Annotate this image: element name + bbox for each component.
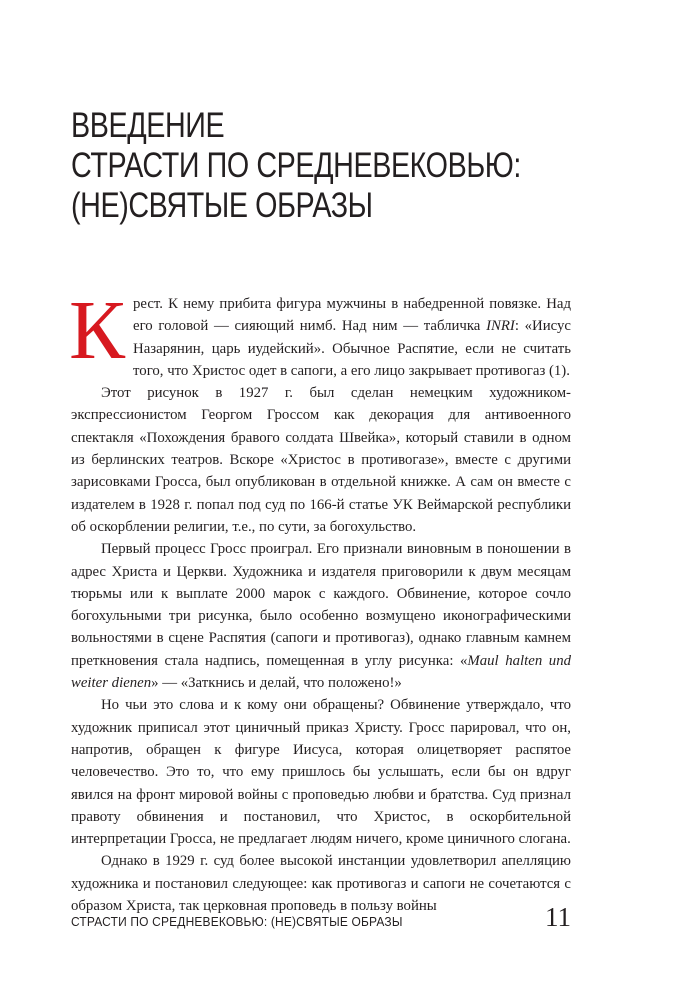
body-text [69,284,571,917]
drop-cap: К [69,284,126,377]
german-quote: Maul halten und weiter dienen [71,652,571,692]
chapter-title-line-1: ВВЕДЕНИЕ [71,106,225,145]
page-number: 11 [545,902,571,932]
inri-inscription: INRI [486,318,515,335]
chapter-title [71,106,530,226]
paragraph-1-text-b: : «Иисус Назарянин, царь иудейский». Обычное Распятие, если не считать того, что Христос одет в сапоги, а его лицо закрывает противогаз (1). [133,318,571,379]
paragraph-1 [69,284,571,382]
paragraph-3-text-a: Первый процесс Гросс проиграл. Его признали виновным в поношении в адрес Христа и Церкви. Художника и издателя приговорили к двум месяцам тюрьмы или к выплате 2000 марок с каждого. Обвинение, которое сочло богохульными три рисунка, было особенно возмущено иконографическими вольностями в сцене Распятия (сапоги и противогаз), однако главным камнем преткновения стала надпись, помещенная в углу рисунка: « [71,541,571,669]
running-footer-title: СТРАСТИ ПО СРЕДНЕВЕКОВЬЮ: (НЕ)СВЯТЫЕ ОБРАЗЫ [71,914,403,929]
paragraph-5: Однако в 1929 г. суд более высокой инстанции удовлетворил апелляцию художника и постановил следующее: как противогаз и сапоги не сочетаются с образом Христа, так церковная проповедь в пользу войны [71,853,571,915]
paragraph-3-text-b: » — «Заткнись и делай, что положено!» [151,675,402,692]
paragraph-1-text-a: рест. К нему прибита фигура мужчины в набедренной повязке. Над его головой — сияющий нимб. Над ним — табличка [133,296,571,335]
paragraph-4: Но чьи это слова и к кому они обращены? Обвинение утверждало, что художник приписал этот циничный приказ Христу. Гросс парировал, что он, напротив, обращен к фигуре Иисуса, которая олицетворяет распятое человечество. Это то, что ему пришлось бы услышать, если бы он вдруг явился на фронт мировой войны с проповедью любви и братства. Суд признал правоту обвинения и постановил, что Христос, в оскорбительной интерпретации Гросса, не предлагает людям ничего, кроме циничного слогана. [71,697,571,848]
chapter-title-line-2: СТРАСТИ ПО СРЕДНЕВЕКОВЬЮ: [71,146,521,185]
paragraph-2: Этот рисунок в 1927 г. был сделан немецким художником-экспрессионистом Георгом Гроссом как декорация для антивоенного спектакля «Похождения бравого солдата Швейка», который ставили в одном из берлинских театров. Вскоре «Христос в противогазе», вместе с другими зарисовками Гросса, был опубликован в отдельной книжке. А сам он вместе с издателем в 1928 г. попал под суд по 166-й статье УК Веймарской республики об оскорблении религии, т.е., по сути, за богохульство. [71,385,571,535]
paragraph-3 [71,538,571,694]
chapter-title-line-3: (НЕ)СВЯТЫЕ ОБРАЗЫ [71,186,373,225]
